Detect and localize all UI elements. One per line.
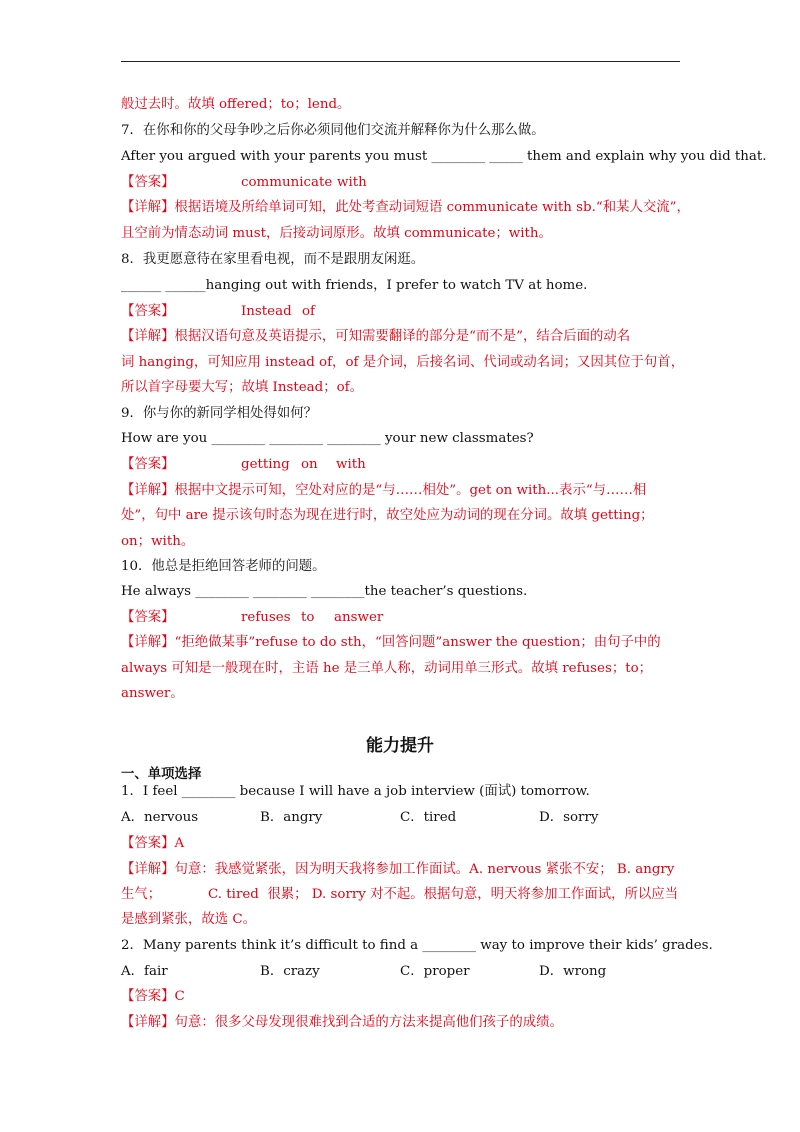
mc2-stem: 2．Many parents think it’s difficult to find a ________ way to improve their kids’ grades. [121, 938, 713, 953]
previous-answer-tail: 般过去时。故填 offered；to；lend。 [121, 97, 351, 112]
section-title: 能力提升 [366, 736, 434, 756]
mc2-option-c: C．proper [400, 964, 470, 979]
mc1-option-a: A．nervous [121, 810, 199, 825]
subsection-title: 一、单项选择 [121, 767, 202, 782]
mc1-detail-line-1: 【详解】句意：我感觉紧张，因为明天我将参加工作面试。A. nervous 紧张不安； B. angry [121, 862, 675, 877]
q7-english-sentence: After you argued with your parents you must ________ _____ them and explain why you did that. [121, 149, 767, 164]
q8-chinese-prompt: 8．我更愿意待在家里看电视，而不是跟朋友闲逛。 [121, 252, 425, 267]
q8-answer-label: 【答案】 [121, 304, 175, 319]
q10-english-sentence: He always ________ ________ ________the teacher’s questions. [121, 584, 528, 599]
q9-chinese-prompt: 9．你与你的新同学相处得如何？ [121, 406, 317, 421]
mc1-detail-line-3: 是感到紧张，故选 C。 [121, 912, 257, 927]
q8-english-sentence: ______ ______hanging out with friends，I prefer to watch TV at home. [121, 278, 588, 293]
q7-answer-1: communicate [241, 175, 333, 190]
q10-answer-2: to [301, 610, 315, 625]
q10-chinese-prompt: 10．他总是拒绝回答老师的问题。 [121, 559, 326, 574]
q10-detail-line-2: always 可知是一般现在时，主语 he 是三单人称，动词用单三形式。故填 refuses；to； [121, 661, 653, 676]
q10-detail-line-1: 【详解】“拒绝做某事”refuse to do sth，“回答问题”answer the question；由句子中的 [121, 635, 661, 650]
q9-detail-line-1: 【详解】根据中文提示可知，空处对应的是“与……相处”。get on with...表示“与……相 [121, 483, 647, 498]
q10-answer-1: refuses [241, 610, 291, 625]
mc2-option-b: B．crazy [260, 964, 320, 979]
q7-answer-2: with [337, 175, 367, 190]
mc1-stem: 1．I feel ________ because I will have a job interview (面试) tomorrow. [121, 784, 590, 799]
mc1-option-b: B．angry [260, 810, 323, 825]
q8-detail-line-1: 【详解】根据汉语句意及英语提示，可知需要翻译的部分是“而不是”，结合后面的动名 [121, 329, 631, 344]
header-rule [121, 61, 680, 62]
mc2-option-a: A．fair [121, 964, 168, 979]
q10-answer-label: 【答案】 [121, 610, 175, 625]
q7-detail-line-1: 【详解】根据语境及所给单词可知，此处考查动词短语 communicate with sb.“和某人交流”， [121, 200, 690, 215]
q8-answer-2: of [302, 304, 316, 319]
q9-answer-label: 【答案】 [121, 457, 175, 472]
q9-detail-line-2: 处”，句中 are 提示该句时态为现在进行时，故空处应为动词的现在分词。故填 getting； [121, 508, 654, 523]
q7-chinese-prompt: 7．在你和你的父母争吵之后你必须同他们交流并解释你为什么那么做。 [121, 123, 545, 138]
q9-detail-line-3: on；with。 [121, 534, 195, 549]
q8-answer-1: Instead [241, 304, 292, 319]
mc1-option-d: D．sorry [539, 810, 599, 825]
q9-english-sentence: How are you ________ ________ ________ your new classmates? [121, 431, 534, 446]
q7-answer-label: 【答案】 [121, 175, 175, 190]
q9-answer-3: with [336, 457, 366, 472]
mc1-answer: 【答案】A [121, 836, 185, 851]
q8-detail-line-3: 所以首字母要大写；故填 Instead；of。 [121, 380, 363, 395]
mc2-option-d: D．wrong [539, 964, 607, 979]
mc1-detail-line-2: 生气； C. tired 很累； D. sorry 对不起。根据句意，明天将参加工作面试，所以应当 [121, 887, 679, 902]
q10-detail-line-3: answer。 [121, 686, 184, 701]
q8-detail-line-2: 词 hanging，可知应用 instead of，of 是介词，后接名词、代词或动名词；又因其位于句首， [121, 355, 685, 370]
mc2-detail-line-1: 【详解】句意：很多父母发现很难找到合适的方法来提高他们孩子的成绩。 [121, 1015, 563, 1030]
mc1-option-c: C．tired [400, 810, 457, 825]
q9-answer-2: on [301, 457, 318, 472]
mc2-answer: 【答案】C [121, 989, 185, 1004]
q9-answer-1: getting [241, 457, 290, 472]
q7-detail-line-2: 且空前为情态动词 must，后接动词原形。故填 communicate；with。 [121, 226, 552, 241]
q10-answer-3: answer [334, 610, 384, 625]
